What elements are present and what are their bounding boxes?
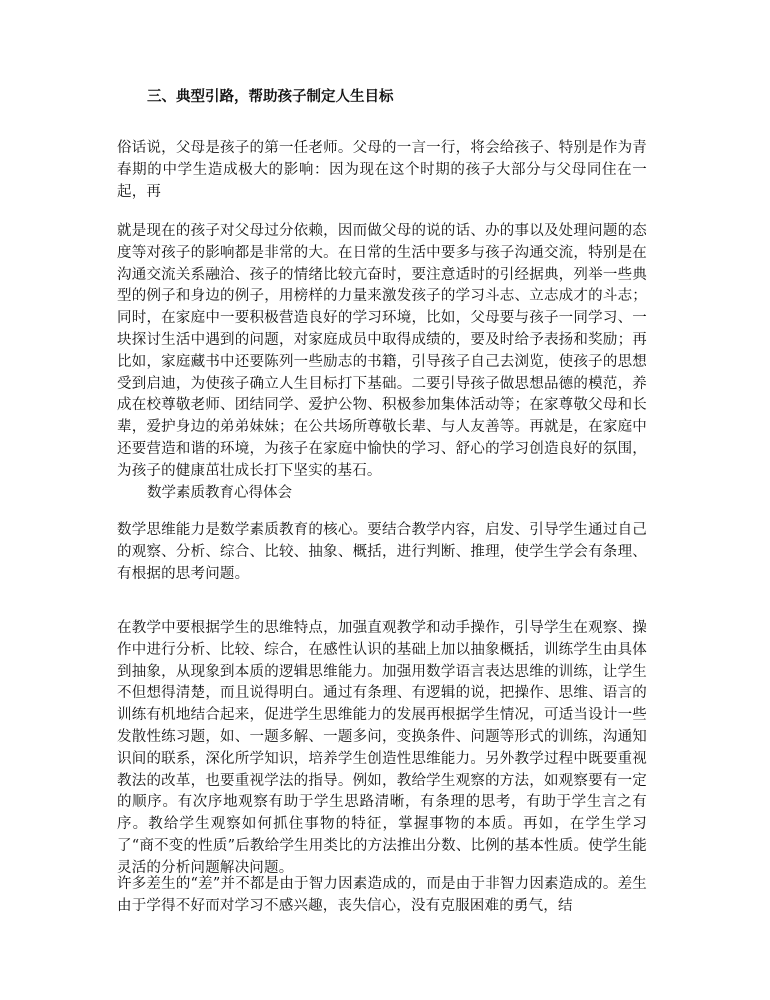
paragraph-parents-influence: 俗话说，父母是孩子的第一任老师。父母的一言一行，将会给孩子、特别是作为青春期的中学生造成极大的影响：因为现在这个时期的孩子大部分与父母同住在一起，再: [117, 140, 647, 200]
paragraph-family-environment: 就是现在的孩子对父母过分依赖，因而做父母的说的话、办的事以及处理问题的态度等对孩子的影响都是非常的大。在日常的生活中要多与孩子沟通交流，特别是在沟通交流关系融洽、孩子的情绪比较亢奋时，要注意适时的引经据典，列举一些典型的例子和身边的例子，用榜样的力量来激发孩子的学习斗志、立志成才的斗志；同时，在家庭中一要积极营造良好的学习环境，比如，父母要与孩子一同学习、一块探讨生活中遇到的问题，对家庭成员中取得成绩的，要及时给予表扬和奖励；再比如，家庭藏书中还要陈列一些励志的书籍，引导孩子自己去浏览，使孩子的思想受到启迪，为使孩子确立人生目标打下基础。二要引导孩子做思想品德的模范，养成在校尊敬老师、团结同学、爱护公物、积极参加集体活动等；在家尊敬父母和长辈，爱护身边的弟弟妹妹；在公共场所尊敬长辈、与人友善等。再就是，在家庭中还要营造和谐的环境，为孩子在家庭中愉快的学习、舒心的学习创造良好的氛围，为孩子的健康茁壮成长打下坚实的基石。: [117, 223, 647, 479]
essay-title: 数学素质教育心得体会: [147, 485, 292, 501]
section-heading: 三、典型引路，帮助孩子制定人生目标: [147, 88, 394, 105]
paragraph-math-thinking: 数学思维能力是数学素质教育的核心。要结合教学内容，启发、引导学生通过自己的观察、分析、综合、比较、抽象、概括，进行判断、推理，使学生学会有条理、有根据的思考问题。: [117, 522, 647, 582]
paragraph-struggling-students: 许多差生的“差”并不都是由于智力因素造成的，而是由于非智力因素造成的。差生由于学得不好而对学习不感兴趣，丧失信心，没有克服困难的勇气，结: [117, 876, 647, 914]
paragraph-teaching-methods: 在教学中要根据学生的思维特点，加强直观教学和动手操作，引导学生在观察、操作中进行分析、比较、综合，在感性认识的基础上加以抽象概括，训练学生由具体到抽象，从现象到本质的逻辑思维能力。加强用数学语言表达思维的训练，让学生不但想得清楚，而且说得明白。通过有条理、有逻辑的说，把操作、思维、语言的训练有机地结合起来，促进学生思维能力的发展再根据学生情况，可适当设计一些发散性练习题，如、一题多解、一题多问，变换条件、问题等形式的训练，沟通知识间的联系，深化所学知识，培养学生创造性思维能力。另外教学过程中既要重视教法的改革，也要重视学法的指导。例如，教给学生观察的方法，如观察要有一定的顺序。有次序地观察有助于学生思路清晰，有条理的思考，有助于学生言之有序。教给学生观察如何抓住事物的特征，掌握事物的本质。再如，在学生学习了“商不变的性质”后教给学生用类比的方法推出分数、比例的基本性质。使学生能灵活的分析问题解决问题。: [117, 620, 647, 876]
